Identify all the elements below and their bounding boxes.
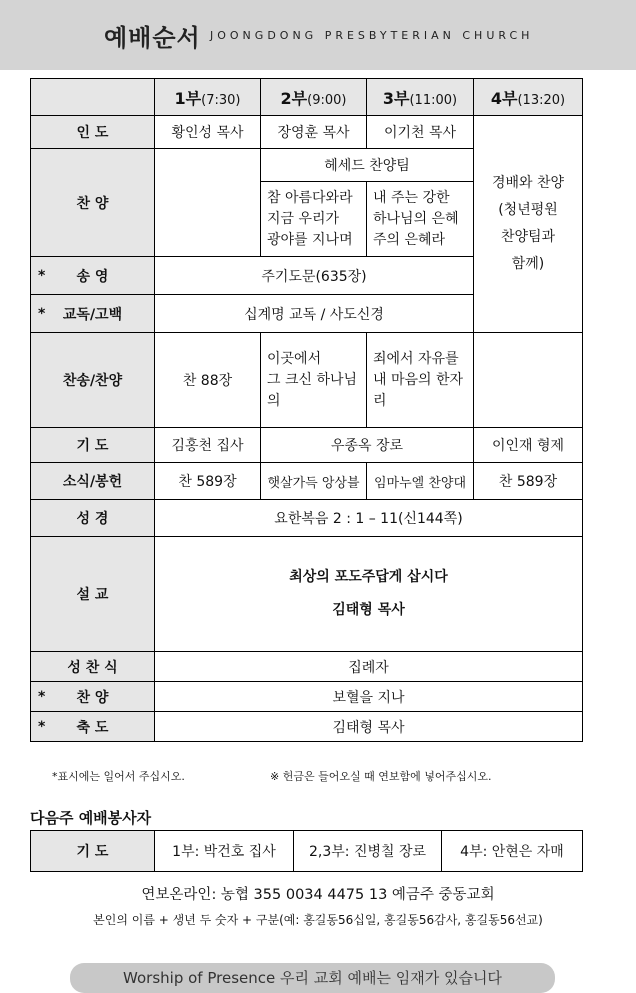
offering-s1: 찬 589장 [155, 463, 261, 500]
sermon-title: 최상의 포도주답게 삽시다 [289, 569, 448, 585]
service-2-header: 2부(9:00) [261, 79, 367, 116]
giving-format: 본인의 이름 + 생년 두 숫자 + 구분(예: 홍길동56십일, 홍길동56감사, 홍길동56선교) [93, 913, 543, 927]
hymn-s4 [474, 333, 583, 428]
hymn-s1: 찬 88장 [155, 333, 261, 428]
next-week-label: 기 도 [31, 831, 155, 872]
footer-banner: Worship of Presence 우리 교회 예배는 임재가 있습니다 [70, 963, 555, 993]
hymn-row [31, 333, 583, 428]
praise-label: 찬 양 [31, 149, 155, 257]
sermon-row [31, 537, 583, 652]
hymn-label: 찬송/찬양 [31, 333, 155, 428]
prayer-s23: 우종옥 장로 [261, 428, 474, 463]
benediction-value: 김태형 목사 [155, 712, 583, 742]
praise-team: 헤세드 찬양팀 [261, 149, 474, 182]
service-header-row [31, 79, 583, 116]
next-week-s4: 4부: 안현은 자매 [442, 831, 583, 872]
prayer-s1: 김홍천 집사 [155, 428, 261, 463]
sermon-label: 설 교 [31, 537, 155, 652]
praise-s2-songs: 참 아름다와라 지금 우리가 광야를 지나며 [261, 182, 367, 257]
sermon-content [155, 537, 583, 652]
header-bar [0, 0, 636, 70]
next-week-row [31, 831, 583, 872]
scripture-row [31, 500, 583, 537]
next-week-s23: 2,3부: 진병칠 장로 [294, 831, 442, 872]
doxology-value: 주기도문(635장) [155, 257, 474, 295]
scripture-value: 요한복음 2 : 1 – 11(신144쪽) [155, 500, 583, 537]
praise-s3-songs: 내 주는 강한 하나님의 은혜 주의 은혜라 [367, 182, 474, 257]
creed-value: 십계명 교독 / 사도신경 [155, 295, 474, 333]
benediction-label: * 축 도 [31, 712, 155, 742]
leader-row [31, 116, 583, 149]
offering-label: 소식/봉헌 [31, 463, 155, 500]
offering-s3: 임마누엘 찬양대 [367, 463, 474, 500]
service-1-header: 1부(7:30) [155, 79, 261, 116]
hymn-s2-songs: 이곳에서 그 크신 하나님의 [261, 333, 367, 428]
communion-label: 성 찬 식 [31, 652, 155, 682]
offering-s4: 찬 589장 [474, 463, 583, 500]
prayer-label: 기 도 [31, 428, 155, 463]
praise2-row [31, 682, 583, 712]
leader-label: 인 도 [31, 116, 155, 149]
prayer-s4: 이인재 형제 [474, 428, 583, 463]
communion-row [31, 652, 583, 682]
service-4-praise: 경배와 찬양 (청년평원 찬양팀과 함께) [474, 116, 583, 333]
praise-s1 [155, 149, 261, 257]
corner-cell [31, 79, 155, 116]
next-week-table [30, 830, 583, 872]
praise2-label: * 찬 양 [31, 682, 155, 712]
worship-order-table [30, 78, 583, 742]
service-3-header: 3부(11:00) [367, 79, 474, 116]
online-giving: 연보온라인: 농협 355 0034 4475 13 예금주 중동교회 [141, 887, 495, 903]
note-standing: *표시에는 일어서 주십시오. [52, 770, 185, 783]
hymn-s3-songs: 죄에서 자유를 내 마음의 한자리 [367, 333, 474, 428]
praise2-value: 보혈을 지나 [155, 682, 583, 712]
offering-row [31, 463, 583, 500]
offering-s2: 햇살가득 앙상블 [261, 463, 367, 500]
note-offering: ※ 헌금은 들어오실 때 연보함에 넣어주십시오. [270, 770, 492, 783]
prayer-row [31, 428, 583, 463]
leader-s3: 이기천 목사 [367, 116, 474, 149]
leader-s1: 황인성 목사 [155, 116, 261, 149]
scripture-label: 성 경 [31, 500, 155, 537]
page-title: 예배순서 [104, 24, 201, 52]
service-4-header: 4부(13:20) [474, 79, 583, 116]
next-week-title: 다음주 예배봉사자 [30, 809, 152, 827]
benediction-row [31, 712, 583, 742]
church-name: JOONGDONG PRESBYTERIAN CHURCH [210, 29, 534, 42]
communion-value: 집례자 [155, 652, 583, 682]
doxology-label: * 송 영 [31, 257, 155, 295]
leader-s2: 장영훈 목사 [261, 116, 367, 149]
next-week-s1: 1부: 박건호 집사 [155, 831, 294, 872]
sermon-preacher: 김태형 목사 [332, 602, 405, 618]
creed-label: * 교독/고백 [31, 295, 155, 333]
